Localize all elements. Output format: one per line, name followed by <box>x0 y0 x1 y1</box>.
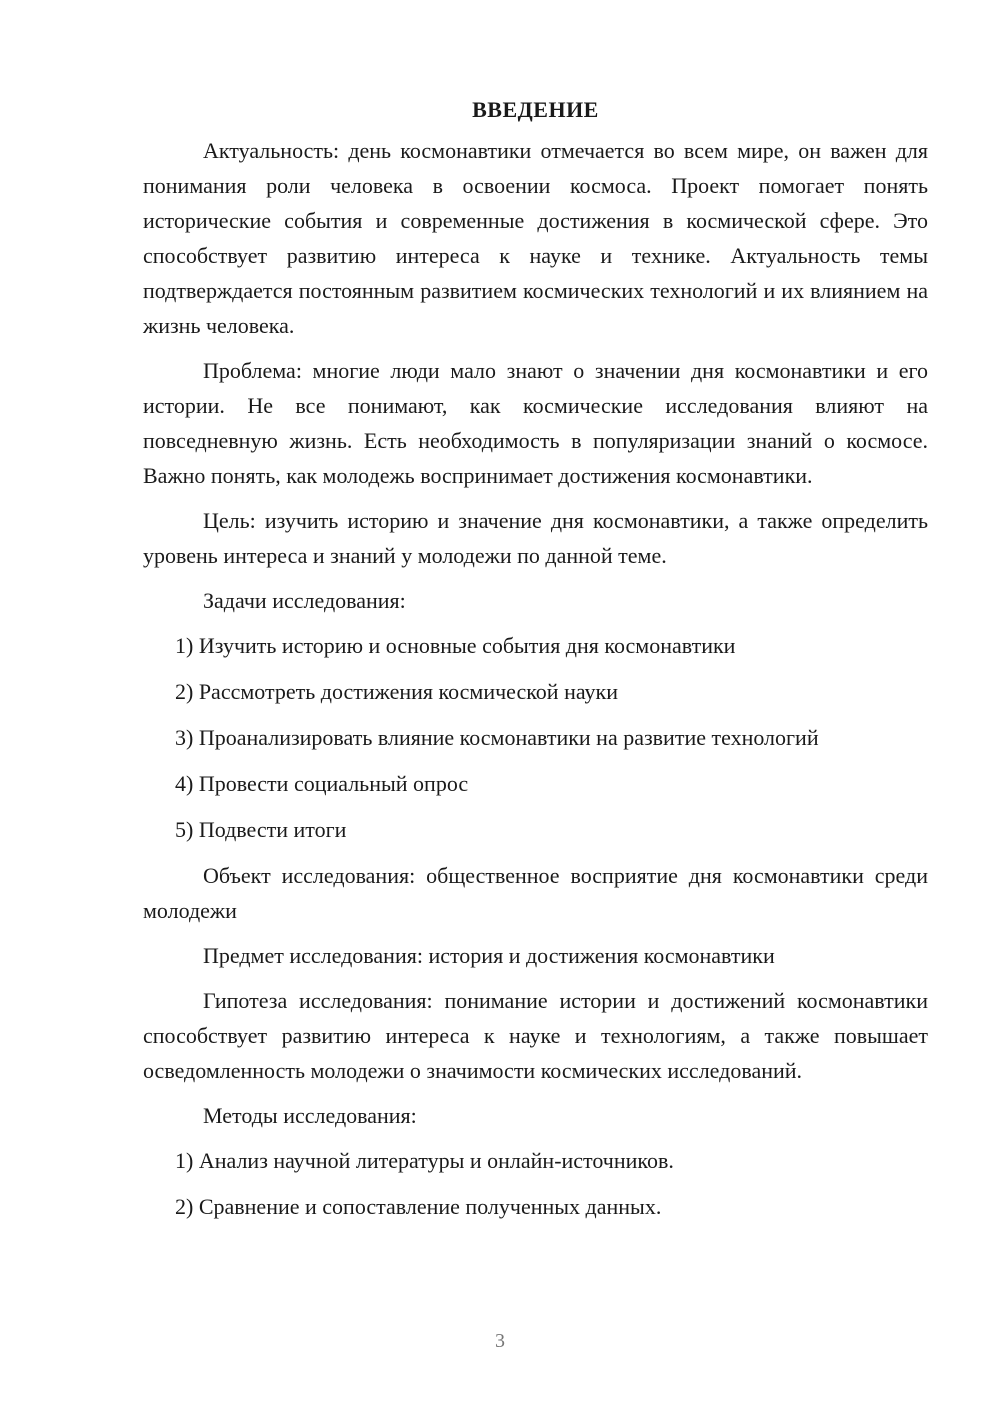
page-number: 3 <box>495 1330 505 1352</box>
list-item: 4) Провести социальный опрос <box>175 771 469 796</box>
list-item: 5) Подвести итоги <box>175 817 347 842</box>
paragraph-goal: Цель: изучить историю и значение дня космонавтики, а также определить уровень интереса и знаний у молодежи по данной теме. <box>143 508 928 568</box>
list-item: 2) Рассмотреть достижения космической науки <box>175 679 618 704</box>
paragraph-object: Объект исследования: общественное восприятие дня космонавтики среди молодежи <box>143 863 928 923</box>
paragraph-hypothesis: Гипотеза исследования: понимание истории и достижений космонавтики способствует развитию интереса к науке и технологиям, а также повышает осведомленность молодежи о значимости космических исследований. <box>143 988 928 1083</box>
section-heading: ВВЕДЕНИЕ <box>472 97 599 122</box>
paragraph-tasks-intro: Задачи исследования: <box>203 588 406 613</box>
list-item: 2) Сравнение и сопоставление полученных данных. <box>175 1194 662 1219</box>
paragraph-relevance: Актуальность: день космонавтики отмечается во всем мире, он важен для понимания роли человека в освоении космоса. Проект помогает понять исторические события и современные достижения в космической сфере. Это способствует развитию интереса к науке и технике. Актуальность темы подтверждается постоянным развитием космических технологий и их влиянием на жизнь человека. <box>143 138 928 338</box>
methods-list <box>143 1143 928 1224</box>
list-item: 3) Проанализировать влияние космонавтики на развитие технологий <box>175 725 819 750</box>
paragraph-methods-intro: Методы исследования: <box>203 1103 417 1128</box>
paragraph-problem: Проблема: многие люди мало знают о значении дня космонавтики и его истории. Не все понимают, как космические исследования влияют на повседневную жизнь. Есть необходимость в популяризации знаний о космосе. Важно понять, как молодежь воспринимает достижения космонавтики. <box>143 358 928 488</box>
list-item: 1) Изучить историю и основные события дня космонавтики <box>175 633 736 658</box>
paragraph-subject: Предмет исследования: история и достижения космонавтики <box>203 943 775 968</box>
document-page <box>143 93 928 1235</box>
tasks-list <box>143 628 928 847</box>
list-item: 1) Анализ научной литературы и онлайн-источников. <box>175 1148 674 1173</box>
